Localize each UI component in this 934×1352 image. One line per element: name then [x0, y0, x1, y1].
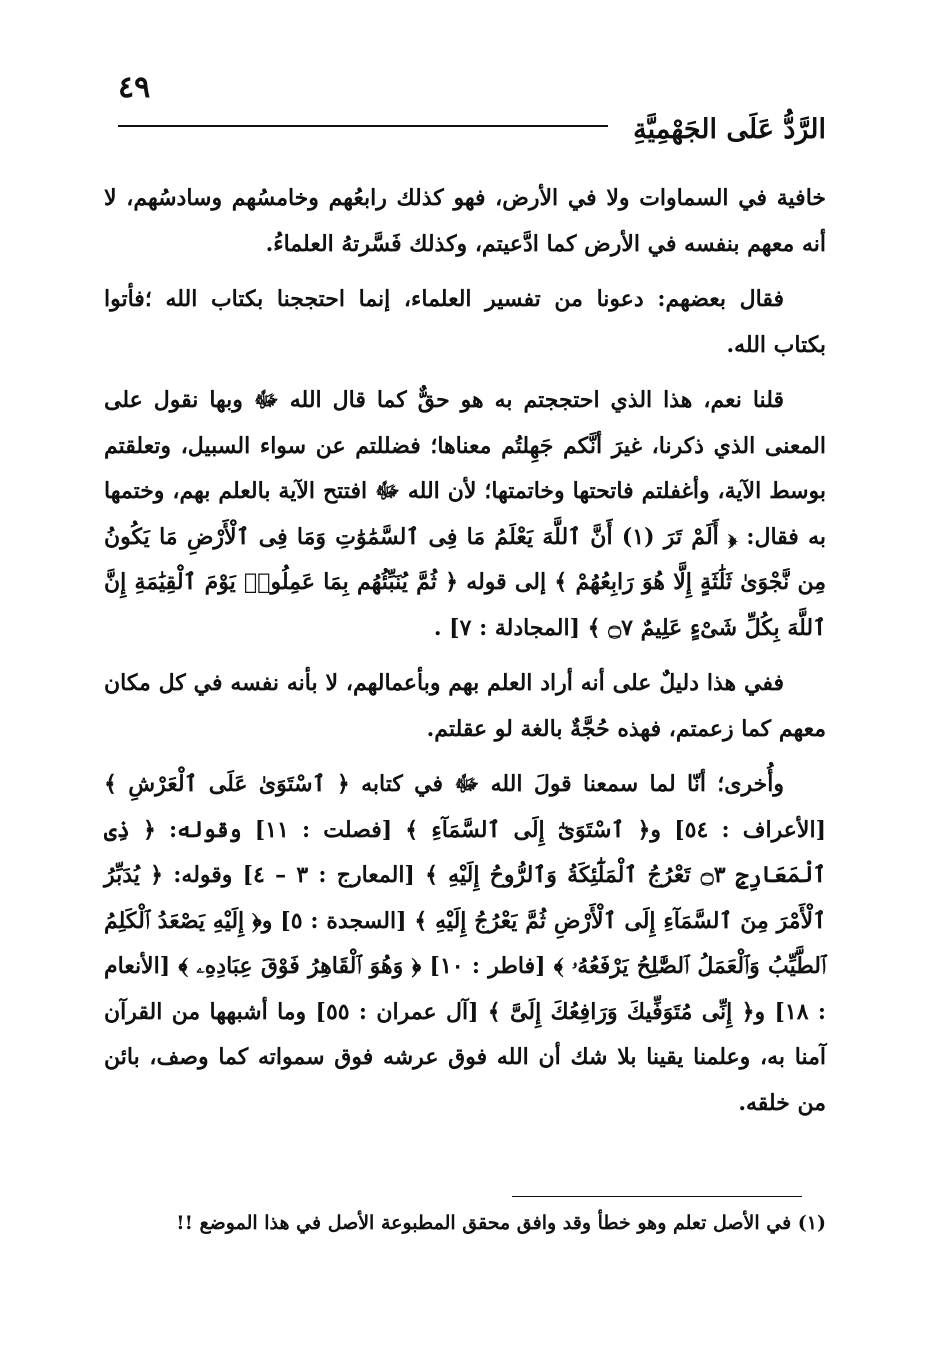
header-rule — [118, 125, 608, 127]
body-text — [104, 176, 826, 1136]
page-number: ٤٩ — [118, 70, 151, 105]
running-title: الرَّدُّ عَلَى الجَهْمِيَّةِ — [633, 114, 826, 145]
paragraph-1: خافية في السماوات ولا في الأرض، فهو كذلك رابعُهم وخامسُهم وسادسُهم، لا أنه معهم بنفسه في الأرض كما ادَّعيتم، وكذلك فَسَّرتهُ العلماءُ. — [104, 185, 826, 257]
paragraph-4: ففي هذا دليلٌ على أنه أراد العلم بهم وبأعمالهم، لا بأنه نفسه في كل مكان معهم كما زعمتم، فهذه حُجَّةٌ بالغة لو عقلتم. — [104, 670, 826, 742]
paragraph-3: قلنا نعم، هذا الذي احتججتم به هو حقٌّ كما قال الله ﷻ وبها نقول على المعنى الذي ذكرنا، غيرَ أنَّكم جَهِلتُم معناها؛ فضللتم عن سواء السبيل، وتعلقتم بوسط الآية، وأغفلتم فاتحتها وخاتمتها؛ لأن الله ﷻ افتتح الآية بالعلم بهم، وختمها به فقال: ﴿ أَلَمْ تَرَ (١) أَنَّ ٱللَّهَ يَعْلَمُ مَا فِى ٱلسَّمَٰوَٰتِ وَمَا فِى ٱلْأَرْضِ مَا يَكُونُ مِن نَّجْوَىٰ ثَلَٰثَةٍ إِلَّا هُوَ رَابِعُهُمْ ﴾ إلى قوله ﴿ ثُمَّ يُنَبِّئُهُم بِمَا عَمِلُوا۟ يَوْمَ ٱلْقِيَٰمَةِ إِنَّ ٱللَّهَ بِكُلِّ شَىْءٍ عَلِيمٌ ۝٧ ﴾ [المجادلة : ٧] . — [104, 387, 826, 641]
footnote: (١) في الأصل تعلم وهو خطأ وقد وافق محقق المطبوعة الأصل في هذا الموضع !! — [176, 1212, 826, 1234]
paragraph-2: فقال بعضهم: دعونا من تفسير العلماء، إنما احتججنا بكتاب الله ؛فأتوا بكتاب الله. — [104, 286, 826, 358]
footnote-rule — [512, 1196, 802, 1197]
paragraph-5: وأُخرى؛ أنّا لما سمعنا قولَ الله ﷻ في كتابه ﴿ ٱسْتَوَىٰ عَلَى ٱلْعَرْشِ ﴾ [الأعراف : ٥٤] و﴿ ٱسْتَوَىٰٓ إِلَى ٱلسَّمَآءِ ﴾ [فصلت : ١١] وقوله: ﴿ ذِى ٱلْمَعَارِجِ ۝٣ تَعْرُجُ ٱلْمَلَٰٓئِكَةُ وَٱلرُّوحُ إِلَيْهِ ﴾ [المعارج : ٣ – ٤] وقوله: ﴿ يُدَبِّرُ ٱلْأَمْرَ مِنَ ٱلسَّمَآءِ إِلَى ٱلْأَرْضِ ثُمَّ يَعْرُجُ إِلَيْهِ ﴾ [السجدة : ٥] و﴿ إِلَيْهِ يَصْعَدُ ٱلْكَلِمُ ٱلطَّيِّبُ وَٱلْعَمَلُ ٱلصَّٰلِحُ يَرْفَعُهُۥ ﴾ [فاطر : ١٠] ﴿ وَهُوَ ٱلْقَاهِرُ فَوْقَ عِبَادِهِۦ ﴾ [الأنعام : ١٨] و﴿ إِنِّى مُتَوَفِّيكَ وَرَافِعُكَ إِلَىَّ ﴾ [آل عمران : ٥٥] وما أشبهها من القرآن آمنا به، وعلمنا يقينا بلا شك أن الله فوق عرشه فوق سمواته كما وصف، بائن من خلقه. — [104, 771, 827, 1116]
